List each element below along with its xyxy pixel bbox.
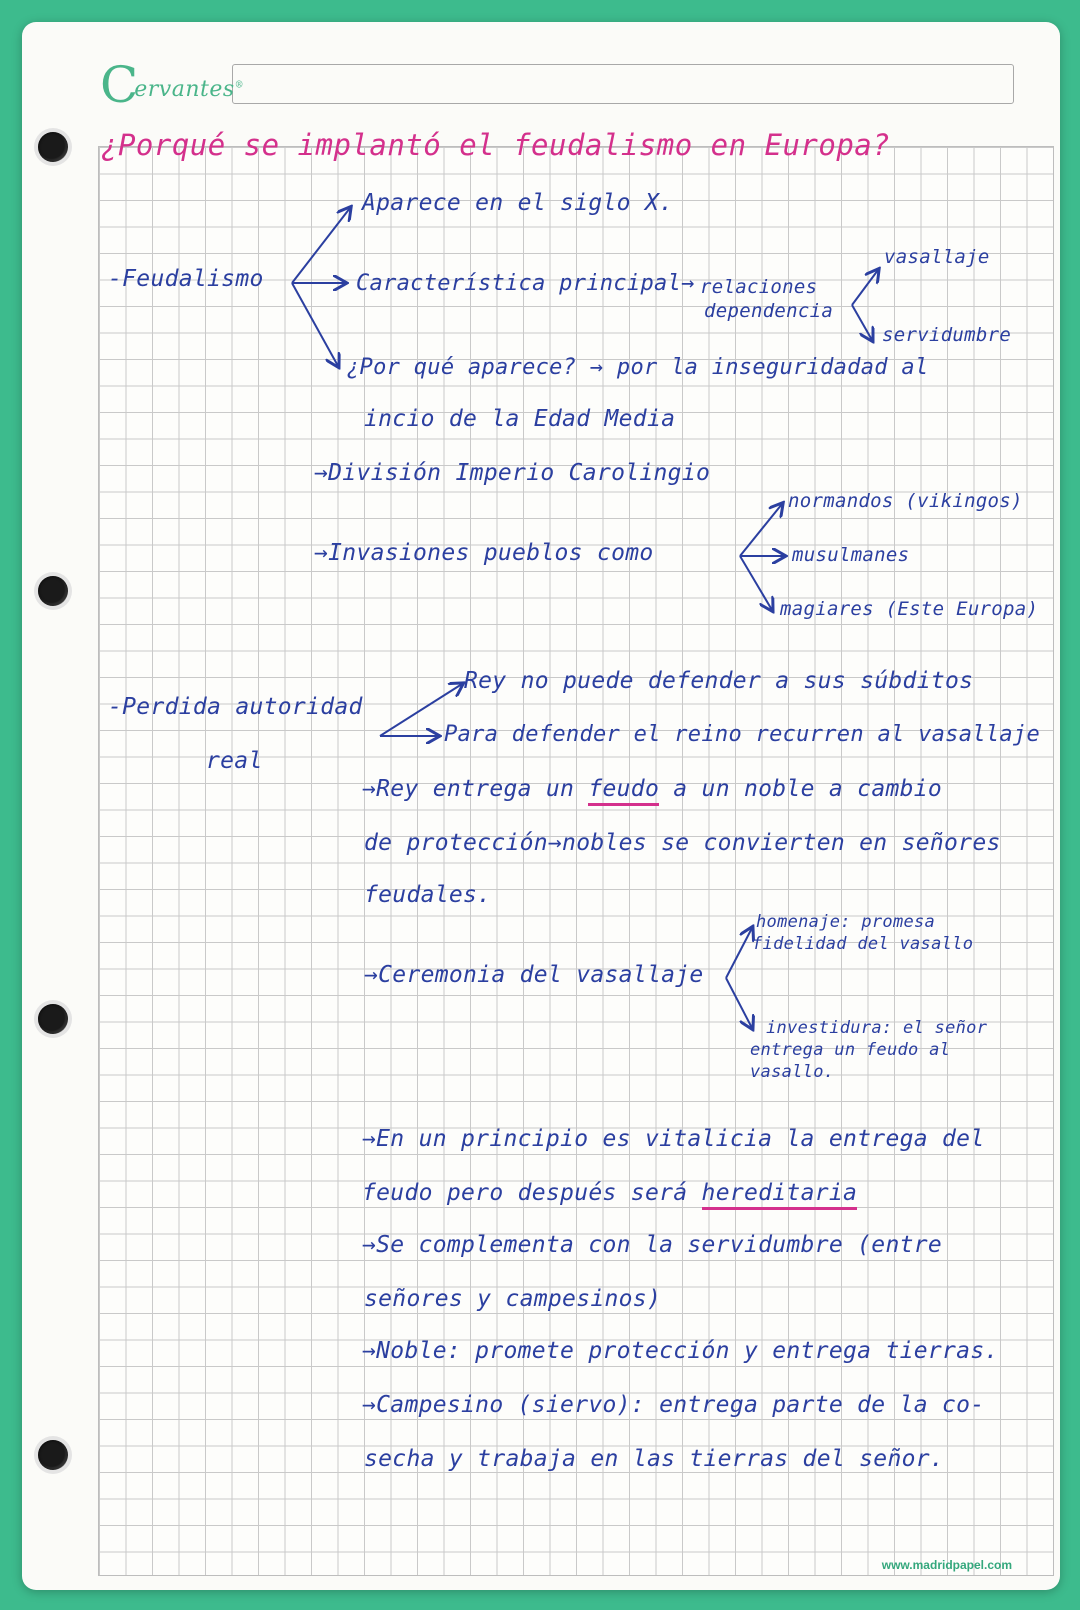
relaciones-text: relaciones (700, 276, 818, 298)
complementa-text-2: señores y campesinos) (364, 1286, 662, 1312)
porque-text: ¿Por qué aparece? → por la inseguridadad al (346, 355, 929, 380)
vasallaje-text: vasallaje (884, 246, 990, 268)
campesino-text-2: secha y trabaja en las tierras del señor. (364, 1446, 945, 1472)
feudalismo-label: -Feudalismo (108, 266, 264, 292)
arrow (740, 504, 782, 556)
arrow (852, 270, 878, 305)
arrow (726, 928, 752, 978)
principio-text-2: feudo pero después será hereditaria (362, 1180, 857, 1206)
entrega-text-3: feudales. (364, 882, 492, 908)
cervantes-logo: C ervantes® (100, 56, 245, 114)
normandos-text: normandos (vikingos) (788, 490, 1023, 512)
homenaje-text-2: fidelidad del vasallo (752, 934, 974, 954)
entrega-text-2: de protección→nobles se convierten en señores (364, 830, 1001, 856)
entrega-text: →Rey entrega un feudo a un noble a cambio (362, 776, 942, 802)
page-title: ¿Porqué se implantó el feudalismo en Europa? (100, 128, 891, 162)
servidumbre-text: servidumbre (882, 324, 1012, 346)
campesino-text: →Campesino (siervo): entrega parte de la co- (362, 1392, 985, 1418)
complementa-text: →Se complementa con la servidumbre (entre (362, 1232, 943, 1258)
arrow (292, 208, 350, 283)
para-text: Para defender el reino recurren al vasallaje (444, 722, 1040, 747)
investidura-text-2: entrega un feudo al (750, 1040, 951, 1060)
hereditaria-word: hereditaria (702, 1180, 858, 1210)
homenaje-text: homenaje: promesa (756, 912, 936, 932)
footer-url: www.madridpapel.com (881, 1558, 1012, 1572)
aparece-text: Aparece en el siglo X. (362, 190, 674, 216)
ceremonia-text: →Ceremonia del vasallaje (364, 962, 704, 988)
investidura-text-3: vasallo. (750, 1062, 835, 1082)
magiares-text: magiares (Este Europa) (780, 598, 1039, 620)
rey-text: Rey no puede defender a sus súbditos (464, 668, 974, 694)
division-text: →División Imperio Carolingio (314, 460, 711, 486)
porque-text-2: incio de la Edad Media (364, 406, 676, 432)
investidura-text: investidura: el señor (766, 1018, 988, 1038)
invasiones-text: →Invasiones pueblos como (314, 540, 654, 566)
perdida-label-2: real (206, 748, 263, 774)
noble-text: →Noble: promete protección y entrega tierras. (362, 1338, 999, 1364)
arrow (726, 978, 752, 1028)
perdida-label: -Perdida autoridad (108, 694, 363, 720)
principio-text: →En un principio es vitalicia la entrega del (362, 1126, 985, 1152)
caracteristica-text: Característica principal→ (356, 271, 695, 296)
feudo-word: feudo (588, 776, 659, 806)
musulmanes-text: musulmanes (792, 544, 910, 566)
dependencia-text: dependencia (704, 300, 834, 322)
arrow (292, 283, 338, 366)
arrow (852, 305, 872, 340)
arrow (740, 556, 772, 610)
